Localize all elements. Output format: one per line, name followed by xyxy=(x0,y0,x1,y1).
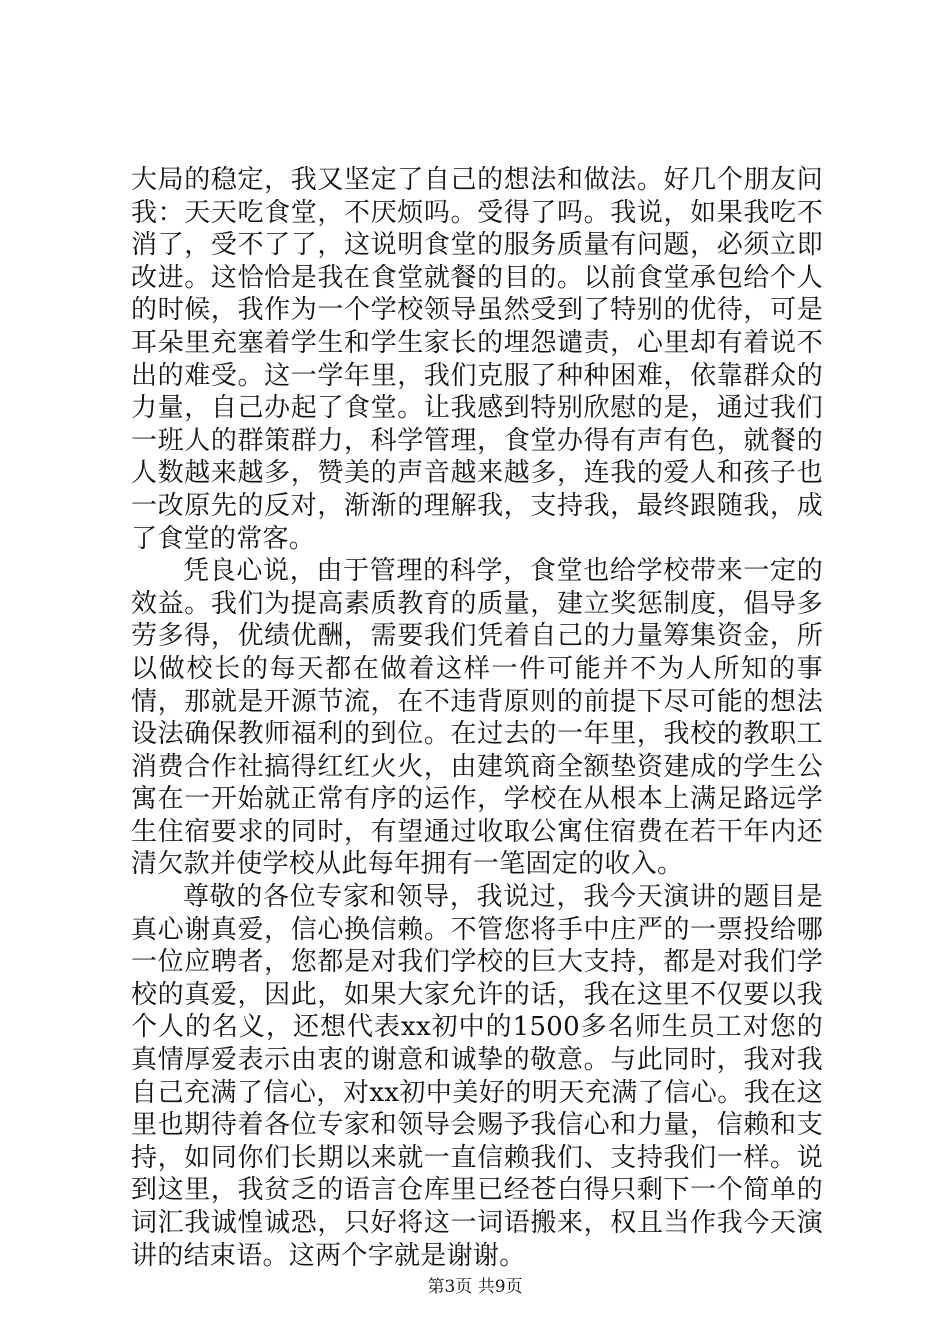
page-footer: 第3页 共9页 xyxy=(427,1277,523,1297)
paragraph-1: 大局的稳定，我又坚定了自己的想法和做法。好几个朋友问我：天天吃食堂，不厌烦吗。受得了吗。我说，如果我吃不消了，受不了了，这说明食堂的服务质量有问题，必须立即改进。这恰恰是我在食堂就餐的目的。以前食堂承包给个人的时候，我作为一个学校领导虽然受到了特别的优待，可是耳朵里充塞着学生和学生家长的埋怨谴责，心里却有着说不出的难受。这一学年里，我们克服了种种困难，依靠群众的力量，自己办起了食堂。让我感到特别欣慰的是，通过我们一班人的群策群力，科学管理，食堂办得有声有色，就餐的人数越来越多，赞美的声音越来越多，连我的爱人和孩子也一改原先的反对，渐渐的理解我，支持我，最终跟随我，成了食堂的常客。 xyxy=(131,165,823,554)
paragraph-2: 凭良心说，由于管理的科学，食堂也给学校带来一定的效益。我们为提高素质教育的质量，建立奖惩制度，倡导多劳多得，优绩优酬，需要我们凭着自己的力量筹集资金，所以做校长的每天都在做着这样一件可能并不为人所知的事情，那就是开源节流，在不违背原则的前提下尽可能的想法设法确保教师福利的到位。在过去的一年里，我校的教职工消费合作社搞得红红火火，由建筑商全额垫资建成的学生公寓在一开始就正常有序的运作，学校在从根本上满足路远学生住宿要求的同时，有望通过收取公寓住宿费在若干年内还清欠款并使学校从此每年拥有一笔固定的收入。 xyxy=(131,556,823,880)
paragraph-3: 尊敬的各位专家和领导，我说过，我今天演讲的题目是真心谢真爱，信心换信赖。不管您将手中庄严的一票投给哪一位应聘者，您都是对我们学校的巨大支持，都是对我们学校的真爱，因此，如果大家允许的话，我在这里不仅要以我个人的名义，还想代表xx初中的1500多名师生员工对您的真情厚爱表示由衷的谢意和诚挚的敬意。与此同时，我对我自己充满了信心，对xx初中美好的明天充满了信心。我在这里也期待着各位专家和领导会赐予我信心和力量，信赖和支持，如同你们长期以来就一直信赖我们、支持我们一样。说到这里，我贫乏的语言仓库里已经苍白得只剩下一个简单的词汇我诚惶诚恐，只好将这一词语搬来，权且当作我今天演讲的结束语。这两个字就是谢谢。 xyxy=(131,882,823,1271)
document-body xyxy=(131,164,823,1272)
